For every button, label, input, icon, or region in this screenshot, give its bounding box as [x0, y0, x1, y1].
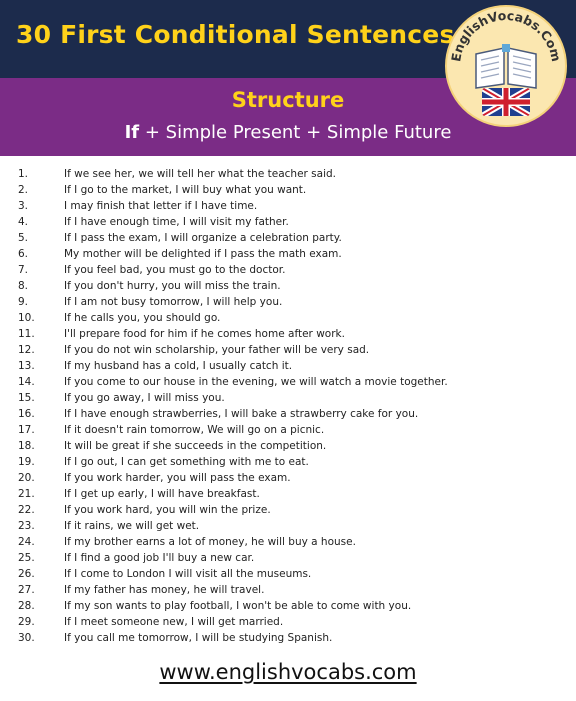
sentence-list [0, 166, 576, 646]
list-item-number: 2. [18, 184, 29, 196]
list-item-sentence: If you come to our house in the evening, we will watch a movie together. [64, 376, 448, 388]
list-item [0, 518, 576, 534]
list-item-number: 20. [18, 472, 35, 484]
list-item-sentence: If I get up early, I will have breakfast. [64, 488, 260, 500]
list-item-number: 1. [18, 168, 29, 180]
list-item-sentence: If my brother earns a lot of money, he will buy a house. [64, 536, 356, 548]
list-item [0, 294, 576, 310]
list-item [0, 310, 576, 326]
list-item-number: 10. [18, 312, 35, 324]
list-item-sentence: If it rains, we will get wet. [64, 520, 200, 532]
list-item-sentence: If my son wants to play football, I won't be able to come with you. [64, 600, 412, 612]
list-item-sentence: If I pass the exam, I will organize a celebration party. [64, 232, 342, 244]
list-item-sentence: If he calls you, you should go. [64, 312, 221, 324]
list-item [0, 582, 576, 598]
list-item-number: 16. [18, 408, 35, 420]
list-item [0, 454, 576, 470]
footer-url-text: www.englishvocabs.com [159, 660, 417, 684]
list-item [0, 406, 576, 422]
list-item-number: 8. [18, 280, 29, 292]
list-item-sentence: If I have enough strawberries, I will bake a strawberry cake for you. [64, 408, 419, 420]
list-item [0, 598, 576, 614]
list-item [0, 550, 576, 566]
list-item [0, 438, 576, 454]
list-item-number: 29. [18, 616, 35, 628]
list-item [0, 486, 576, 502]
list-item-sentence: If my father has money, he will travel. [64, 584, 265, 596]
list-item-number: 13. [18, 360, 35, 372]
list-item-number: 12. [18, 344, 35, 356]
list-item [0, 230, 576, 246]
list-item-number: 21. [18, 488, 35, 500]
list-item [0, 166, 576, 182]
list-item [0, 326, 576, 342]
list-item-sentence: If I go out, I can get something with me to eat. [64, 456, 309, 468]
list-item-sentence: If I am not busy tomorrow, I will help you. [64, 296, 283, 308]
englishvocabs-logo [444, 4, 568, 128]
list-item [0, 470, 576, 486]
list-item-number: 22. [18, 504, 35, 516]
list-item-number: 23. [18, 520, 35, 532]
list-item-sentence: If I find a good job I'll buy a new car. [64, 552, 255, 564]
list-item-number: 26. [18, 568, 35, 580]
footer-url [0, 660, 576, 684]
list-item-number: 14. [18, 376, 35, 388]
list-item-number: 27. [18, 584, 35, 596]
list-item-sentence: I'll prepare food for him if he comes home after work. [64, 328, 345, 340]
list-item-sentence: If you call me tomorrow, I will be studying Spanish. [64, 632, 333, 644]
list-item-number: 3. [18, 200, 29, 212]
list-item-sentence: If it doesn't rain tomorrow, We will go on a picnic. [64, 424, 325, 436]
list-item-number: 24. [18, 536, 35, 548]
list-item-sentence: If I come to London I will visit all the museums. [64, 568, 312, 580]
list-item-sentence: If my husband has a cold, I usually catch it. [64, 360, 293, 372]
list-item-sentence: If you work harder, you will pass the exam. [64, 472, 291, 484]
list-item [0, 342, 576, 358]
list-item-sentence: My mother will be delighted if I pass the math exam. [64, 248, 342, 260]
uk-flag-icon [482, 88, 530, 116]
list-item [0, 214, 576, 230]
list-item-sentence: If you feel bad, you must go to the doctor. [64, 264, 286, 276]
list-item-sentence: I may finish that letter if I have time. [64, 200, 258, 212]
list-item-number: 28. [18, 600, 35, 612]
formula-if-word: If [124, 122, 140, 143]
list-item-sentence: If you don't hurry, you will miss the train. [64, 280, 281, 292]
list-item-sentence: If we see her, we will tell her what the teacher said. [64, 168, 337, 180]
list-item-number: 9. [18, 296, 29, 308]
list-item [0, 246, 576, 262]
list-item-number: 7. [18, 264, 29, 276]
list-item-sentence: If I go to the market, I will buy what you want. [64, 184, 307, 196]
list-item-number: 4. [18, 216, 29, 228]
page-title: 30 First Conditional Sentences [16, 20, 455, 49]
list-item [0, 278, 576, 294]
list-item [0, 374, 576, 390]
list-item [0, 566, 576, 582]
logo-brand-text: EnglishVocabs.Com [448, 7, 565, 63]
list-item [0, 534, 576, 550]
list-item-sentence: If you work hard, you will win the prize. [64, 504, 271, 516]
list-item-sentence: If you go away, I will miss you. [64, 392, 225, 404]
list-item [0, 390, 576, 406]
list-item-sentence: If I meet someone new, I will get married. [64, 616, 284, 628]
list-item-number: 19. [18, 456, 35, 468]
list-item [0, 630, 576, 646]
list-item [0, 262, 576, 278]
structure-title: Structure [231, 88, 345, 112]
list-item-number: 30. [18, 632, 35, 644]
list-item-number: 5. [18, 232, 29, 244]
list-item [0, 422, 576, 438]
list-item-number: 15. [18, 392, 35, 404]
formula-rest: + Simple Present + Simple Future [139, 122, 452, 143]
list-item-sentence: If you do not win scholarship, your father will be very sad. [64, 344, 370, 356]
list-item [0, 198, 576, 214]
list-item-number: 18. [18, 440, 35, 452]
list-item [0, 182, 576, 198]
list-item-sentence: If I have enough time, I will visit my father. [64, 216, 289, 228]
list-item-number: 17. [18, 424, 35, 436]
list-item-number: 6. [18, 248, 29, 260]
list-item [0, 614, 576, 630]
list-item-number: 25. [18, 552, 35, 564]
list-item [0, 358, 576, 374]
list-item [0, 502, 576, 518]
list-item-sentence: It will be great if she succeeds in the competition. [64, 440, 327, 452]
list-item-number: 11. [18, 328, 35, 340]
